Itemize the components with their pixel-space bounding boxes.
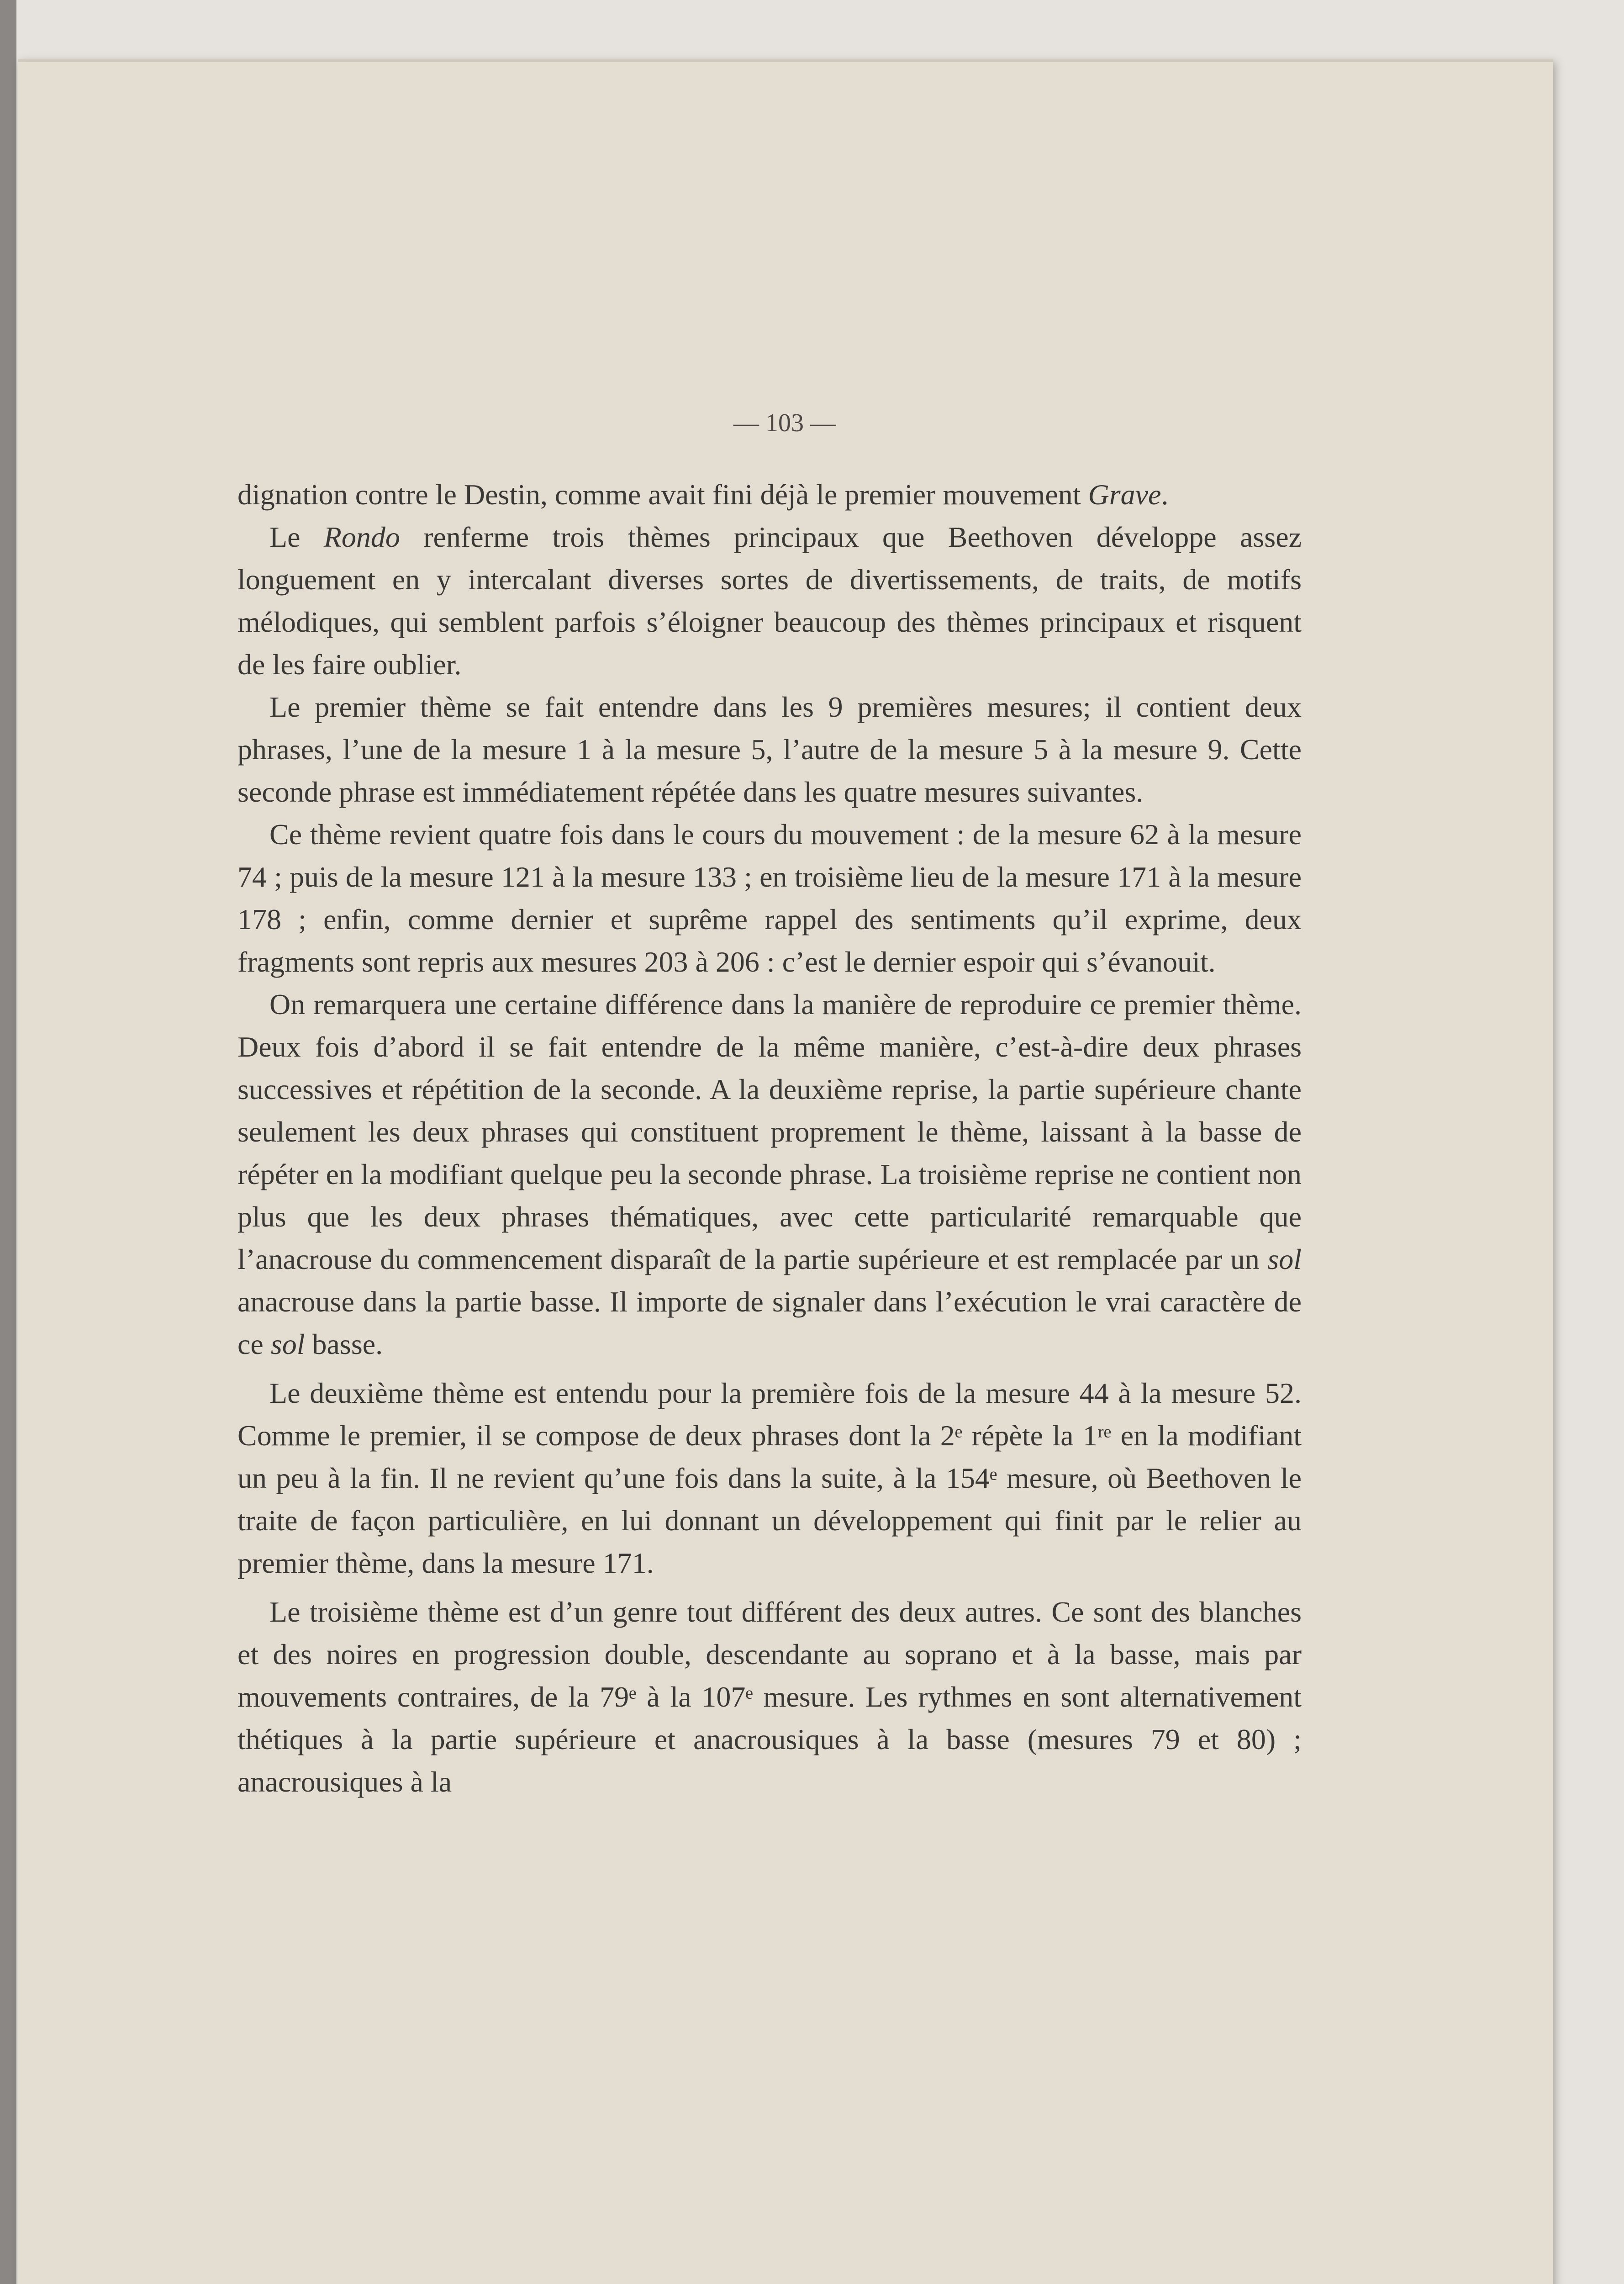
paragraph-rondo [237,516,1302,686]
text-run: Le premier thème se fait entendre dans les 9 premières mesures; il contient deux phrases, l’une de la mesure 1 à la mesure 5, l’autre de la mesure 5 à la mesure 9. Cette seconde phrase est immédiatement répétée dans les quatre mesures suivantes. [237,691,1302,808]
paragraph-first-theme [237,686,1302,813]
italic-text-run: Rondo [323,521,400,553]
paragraph-second-theme [237,1372,1302,1584]
body-text [237,473,1302,1803]
text-run: basse. [305,1328,383,1360]
paragraph-theme-variations [237,983,1302,1365]
text-run: Le deuxième thème est entendu pour la première fois de la mesure 44 à la mesure 52. Comme le premier, il se compose de deux phrases dont la 2ᵉ répète la 1ʳᵉ en la modifiant un peu à la fin. Il ne revient qu’une fois dans la suite, à la 154ᵉ mesure, où Beethoven le traite de façon particulière, en lui donnant un développement qui finit par le relier au premier thème, dans la mesure 171. [237,1377,1302,1579]
paragraph-third-theme [237,1591,1302,1803]
book-page [18,59,1553,2284]
paragraph-continuation [237,473,1302,516]
italic-text-run: Grave [1088,478,1161,511]
scan-left-edge [0,0,16,2284]
page-number: — 103 — [733,409,836,437]
text-run: Ce thème revient quatre fois dans le cours du mouvement : de la mesure 62 à la mesure 74 ; puis de la mesure 121 à la mesure 133 ; en troisième lieu de la mesure 171 à la mesure 178 ; enfin, comme dernier et suprême rappel des sentiments qu’il exprime, deux fragments sont repris aux mesures 203 à 206 : c’est le dernier espoir qui s’évanouit. [237,818,1302,978]
text-run: . [1161,478,1169,511]
text-run: Le [269,521,324,553]
text-run: renferme trois thèmes principaux que Beethoven développe assez longuement en y intercalant diverses sortes de divertissements, de traits, de motifs mélodiques, qui semblent parfois s’éloigner beaucoup des thèmes principaux et risquent de les faire oublier. [237,521,1302,681]
text-run: dignation contre le Destin, comme avait fini déjà le premier mouvement [237,478,1088,511]
paragraph-theme-returns [237,813,1302,983]
text-run: Le troisième thème est d’un genre tout différent des deux autres. Ce sont des blanches et des noires en progression double, descendante au soprano et à la basse, mais par mouvements contraires, de la 79ᵉ à la 107ᵉ mesure. Les rythmes en sont alternativement thétiques à la partie supérieure et anacrousiques à la basse (mesures 79 et 80) ; anacrousiques à la [237,1596,1302,1798]
text-run: anacrouse dans la partie basse. Il importe de signaler dans l’exécution le vrai caractère de ce [237,1285,1302,1360]
italic-text-run: sol [1267,1243,1302,1275]
text-run: On remarquera une certaine différence dans la manière de reproduire ce premier thème. Deux fois d’abord il se fait entendre de la même manière, c’est-à-dire deux phrases successives et répétition de la seconde. A la deuxième reprise, la partie supérieure chante seulement les deux phrases qui constituent proprement le thème, laissant à la basse de répéter en la modifiant quelque peu la seconde phrase. La troisième reprise ne contient non plus que les deux phrases thématiques, avec cette particularité remarquable que l’anacrouse du commencement disparaît de la partie supérieure et est remplacée par un [237,988,1302,1275]
italic-text-run: sol [270,1328,305,1360]
